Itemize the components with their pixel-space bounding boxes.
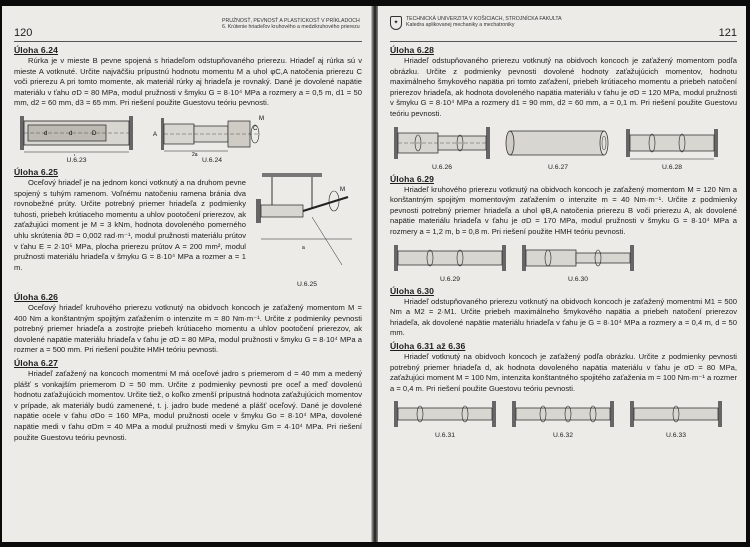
figure-caption: U.6.23 [66,156,87,164]
svg-text:d: d [44,130,48,137]
figure-caption: U.6.31 [434,432,456,440]
figure [147,112,277,164]
cylinder-diagram [502,123,614,163]
task-title: Úloha 6.24 [14,45,58,55]
figure-caption: U.6.33 [665,432,687,440]
svg-text:C: C [253,125,258,132]
left-page-header [14,12,362,42]
loaded-shaft-diagram [626,397,726,431]
task-title: Úloha 6.30 [390,285,434,296]
task-text: Oceľový hriadeľ je na jednom konci votknutý a na druhom pevne spojený s tuhým ramenom. Voľnému natočeniu ramena bránia dva rovnobežné prúty. Určite potrebný priemer hriadeľa z podmienky tuhosti, priebeh krútiaceho momentu a uhlov pootočení prierezov, ak zaťažujúci moment je M = 3 kNm, hodnota dovoleného pomerného uhlu skrútenia ϑD = 0,002 rad·m⁻¹, modul pružnosti materiálu prútov v ťahu E = 2·10⁵ MPa, plocha prierezu prútov A = 200 mm², modul pružnosti materiálu hriadeľa v šmyku G = 8·10⁴ MPa a rozmer a = 1 m. [14,177,246,272]
figure-caption: U.6.27 [547,163,569,171]
figure-row [14,112,362,164]
figure [252,169,362,288]
task-title: Úloha 6.29 [390,173,434,184]
stepped-shaft-diagram [390,123,494,163]
svg-text:D: D [92,130,97,137]
left-page [2,6,372,542]
svg-text:2a: 2a [192,151,198,156]
task-text: Hriadeľ kruhového prierezu votknutý na obidvoch koncoch je zaťažený momentom M = 120 Nm a konštantným spojitým momentovým zaťažením o intenzite m = 40 Nm·m⁻¹. Určite z podmienky pevnosti potrebný priemer hriadeľa a uhol φB,A natočenia prierezu B voči prierezu A, ak dovolené napätie materiálu hriadeľa v ťahu je σD = 170 MPa, modul pružnosti v šmyku G = 8·10⁴ MPa a rozmery a = 1,2 m, b = 0,8 m. Pri riešení použite HMH teóriu pevnosti. [390,184,737,236]
figure [622,123,722,171]
figure [14,112,139,164]
loaded-shaft-diagram [622,123,722,163]
loaded-shaft-diagram [508,397,618,431]
task-title: Úloha 6.27 [14,357,58,368]
task-title: Úloha 6.26 [14,291,58,302]
loaded-shaft-diagram [390,241,510,275]
figure [390,241,510,283]
right-page-header [390,12,737,42]
figure-row [390,397,737,439]
task-text: Hriadeľ votknutý na obidvoch koncoch je zaťažený podľa obrázku. Určite z podmienky pevnosti potrebný priemer hriadeľa d, ak hodnota dovoleného napätia materiálu v ťahu je σD = 80 MPa, zaťažujúci moment M = 100 Nm, intenzita konštantného spojitého zaťaženia m = 100 Nm·m⁻¹ a rozmer a = 0,4 m. Pri riešení použite Guestovu teóriu pevnosti. [390,351,737,393]
page-number: 121 [718,27,737,39]
figure-row [390,123,737,171]
shaft-with-arm-diagram [252,169,362,275]
svg-text:M: M [259,115,264,122]
task-text: Oceľový hriadeľ kruhového prierezu votknutý na obidvoch koncoch je zaťažený momentom M = 400 Nm a konštantným spojitým zaťažením o intenzite m = 80 Nm·m⁻¹. Určite z podmienky pevnosti potrebný priemer hriadeľa a zostrojte priebeh krútiaceho momentu a uhlov pootočení prierezov, ak dovolené napätie materiálu hriadeľa v ťahu je σD = 80 MPa, modul pružnosti v šmyku G = 8·10⁴ MPa a rozmer a = 500 mm. Pri riešení použite HMH teóriu pevnosti. [14,302,362,355]
figure-caption: U.6.25 [296,280,318,288]
loaded-shaft-diagram [390,397,500,431]
task-text: Rúrka je v mieste B pevne spojená s hriadeľom odstupňovaného prierezu. Hriadeľ aj rúrka sú v mieste A votknuté. Určite najväčšiu prípustnú hodnotu momentu M a uhol φC,A natočenia prierezu C voči prierezu A pri tomto momente, ak materiál rúrky aj hriadeľa je rovnaký. Dané je dovolené napätie materiálu v ťahu σD = 80 MPa, modul pružnosti v šmyku G = 8·10⁴ MPa a rozmery a = 0,5 m, d1 = 50 mm, d2 = 60 mm, d3 = 65 mm. Pri riešení použite Guestovu teóriu pevnosti. [14,56,362,108]
svg-text:d: d [69,130,73,137]
figure [508,397,618,439]
figure [502,123,614,171]
task-text: Hriadeľ odstupňovaného prierezu votknutý na obidvoch koncoch je zaťažený momentmi M1 = 500 Nm a M2 = 2·M1. Určite priebeh maximálneho šmykového napätia a priebeh natočení prierezov hriadeľa, ak dovolené napätie materiálu hriadeľa v ťahu je G = 8·10⁴ MPa a rozmery a = 0,4 m, d = 50 mm. [390,296,737,338]
figure [626,397,726,439]
stepped-shaft-diagram [518,241,638,275]
right-page [378,6,746,542]
page-number: 120 [14,27,33,39]
figure-caption: U.6.32 [552,432,574,440]
svg-text:l [74,154,75,156]
running-header: TECHNICKÁ UNIVERZITA V KOŠICIACH, STROJNÍCKA FAKULTA Katedra aplikovanej mechaniky a mechatroniky [406,16,562,28]
figure [390,123,494,171]
university-crest-icon: ✦ [390,16,402,30]
running-header: PRUŽNOSŤ, PEVNOSŤ A PLASTICKOSŤ V PRÍKLADOCH 6. Krútenie hriadeľov kruhového a medzikruhového prierezu [222,18,360,30]
task-title: Úloha 6.28 [390,45,434,55]
figure [518,241,638,283]
figure-caption: U.6.29 [439,275,461,283]
task-title: Úloha 6.25 [14,166,58,177]
svg-text:A: A [153,131,158,138]
figure-caption: U.6.24 [201,156,223,164]
figure-caption: U.6.26 [431,163,453,171]
svg-text:a: a [302,244,305,251]
task-text: Hriadeľ odstupňovaného prierezu votknutý na obidvoch koncoch je zaťažený momentom podľa obrázku. Určite z podmienky pevnosti dovolené hodnoty zaťažujúcich momentov, hodnotu maximálneho šmykového napätia pri tomto zaťažení, priebeh krútiaceho momentu a priebeh natočení prierezov hriadeľa, ak hodnota dovoleného napätia materiálu v ťahu je σD = 120 MPa, modul pružnosti v šmyku G = 8·10⁴ MPa a rozmery d1 = 90 mm, d2 = 60 mm, a = 0,1 m. Pri riešení použite Guestovu teóriu pevnosti. [390,56,737,118]
task-title: Úloha 6.31 až 6.36 [390,340,466,351]
task-text: Hriadeľ zaťažený na koncoch momentmi M má oceľové jadro s priemerom d = 40 mm a medený plášť s vonkajším priemerom D = 50 mm. Určite z podmienky pevnosti pre oceľ a meď dovolenú hodnotu zaťažujúcich momentov. Určite tiež, o koľko zmenší prípustná hodnota zaťažujúcich momentov v prípade, ak materiály budú zamenené, t. j. jadro bude medené a plášť oceľový. Dané je dovolené napätie ocele v ťahu σDo = 160 MPa, modul pružnosti ocele v šmyku Go = 8·10⁴ MPa, dovolené napätie medi v ťahu σDm = 40 MPa a modul pružnosti medi v šmyku Gm = 4·10⁴ MPa. Pri riešení použite Guestovu teóriu pevnosti. [14,368,362,442]
figure-caption: U.6.30 [567,275,589,283]
figure-row [390,241,737,283]
figure [390,397,500,439]
shaft-tube-diagram [14,112,139,156]
stepped-shaft-diagram [147,112,277,156]
figure-caption: U.6.28 [661,163,683,171]
svg-text:M: M [340,186,345,193]
